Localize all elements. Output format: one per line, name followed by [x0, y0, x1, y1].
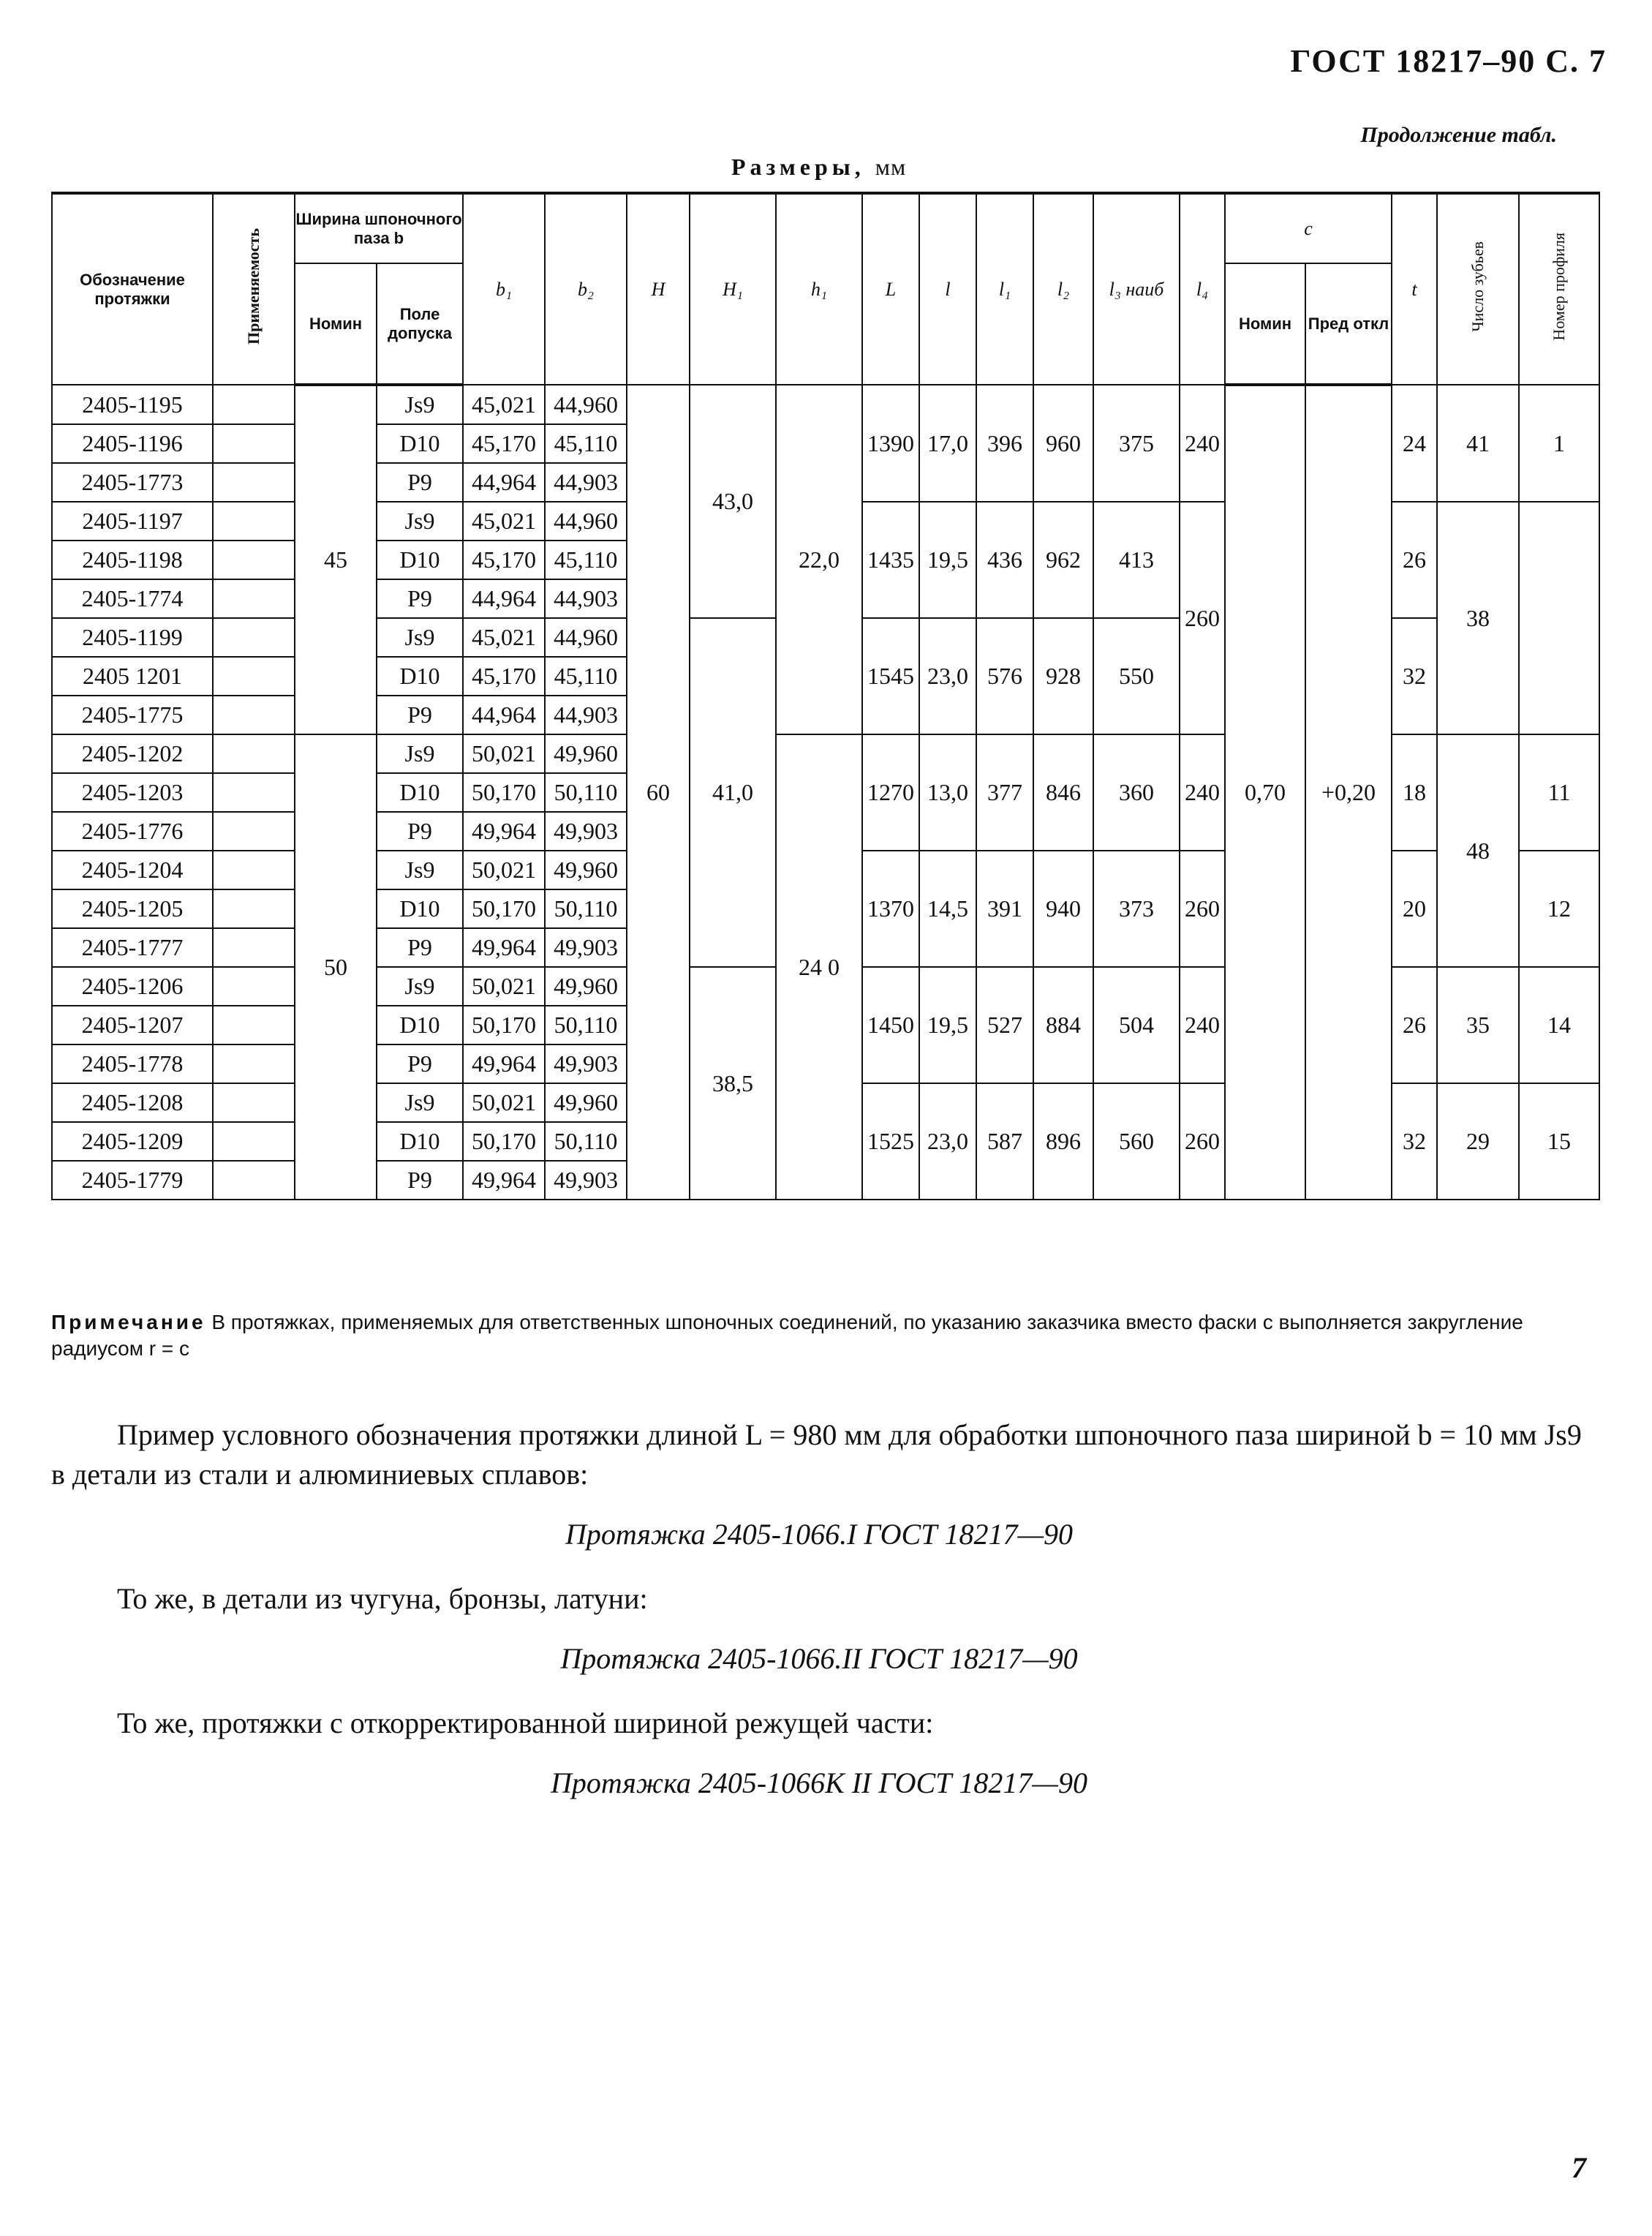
cell-l4: 240 — [1180, 385, 1225, 502]
cell-tolerance: D10 — [377, 541, 463, 579]
cell-b2: 45,110 — [545, 424, 627, 463]
cell-b2: 44,960 — [545, 385, 627, 424]
example-intro-paragraph: Пример условного обозначения протяжки длиной L = 980 мм для обработки шпоночного паза шириной b = 10 мм Js9 в детали из стали и алюминиевых сплавов: — [51, 1418, 1582, 1491]
note-text: В протяжках, применяемых для ответственных шпоночных соединений, по указанию заказчика вместо фаски c выполняется закругление радиусом r = c — [51, 1311, 1523, 1360]
cell-b1: 45,021 — [463, 502, 545, 541]
cell-applicability — [213, 424, 295, 463]
header-b1: b₁ — [463, 193, 545, 385]
cell-code: 2405-1205 — [52, 889, 213, 928]
cell-teeth: 38 — [1437, 502, 1519, 734]
cell-l2: 884 — [1033, 967, 1093, 1083]
cell-b2: 44,960 — [545, 502, 627, 541]
page-number: 7 — [1572, 2151, 1586, 2184]
cell-b2: 49,903 — [545, 812, 627, 851]
cell-code: 2405-1197 — [52, 502, 213, 541]
cell-b1: 45,170 — [463, 541, 545, 579]
cell-tolerance: P9 — [377, 928, 463, 967]
document-header-gost: ГОСТ 18217–90 С. 7 — [1290, 43, 1607, 79]
cell-code: 2405-1204 — [52, 851, 213, 889]
cell-applicability — [213, 889, 295, 928]
cell-tolerance: D10 — [377, 424, 463, 463]
cell-l2: 928 — [1033, 618, 1093, 734]
cell-applicability — [213, 541, 295, 579]
cell-b2: 49,960 — [545, 851, 627, 889]
cell-b1: 44,964 — [463, 463, 545, 502]
cell-applicability — [213, 579, 295, 618]
header-b2: b₂ — [545, 193, 627, 385]
cell-tolerance: P9 — [377, 1044, 463, 1083]
dimensions-caption — [731, 154, 906, 181]
cell-l3: 375 — [1093, 385, 1180, 502]
cell-l4: 240 — [1180, 967, 1225, 1083]
header-key-width: Ширина шпоночного паза b — [295, 193, 463, 263]
cell-l3: 550 — [1093, 618, 1180, 734]
cell-l1: 576 — [976, 618, 1033, 734]
cell-profile: 12 — [1519, 851, 1599, 967]
header-profile-number: Номер профиля — [1519, 193, 1599, 385]
cell-h1-a: 22,0 — [776, 385, 862, 734]
cell-applicability — [213, 618, 295, 657]
cell-l4: 240 — [1180, 734, 1225, 851]
cell-t: 24 — [1392, 385, 1437, 502]
cell-applicability — [213, 967, 295, 1006]
cell-b2: 44,903 — [545, 579, 627, 618]
cell-l1: 377 — [976, 734, 1033, 851]
cell-t: 18 — [1392, 734, 1437, 851]
cell-b2: 44,903 — [545, 696, 627, 734]
cell-l1: 436 — [976, 502, 1033, 618]
cell-code: 2405-1773 — [52, 463, 213, 502]
cell-l: 19,5 — [919, 502, 976, 618]
cell-b1: 50,021 — [463, 1083, 545, 1122]
cell-b1: 49,964 — [463, 1161, 545, 1200]
cell-code: 2405-1203 — [52, 773, 213, 812]
header-c-nominal: Номин — [1225, 263, 1305, 385]
cell-b1: 45,170 — [463, 657, 545, 696]
cell-t: 26 — [1392, 967, 1437, 1083]
cell-H1-c: 38,5 — [690, 967, 776, 1200]
header-teeth-count: Число зубьев — [1437, 193, 1519, 385]
cell-l3: 560 — [1093, 1083, 1180, 1200]
cell-profile — [1519, 502, 1599, 734]
table-row — [52, 385, 1599, 424]
header-c: c — [1225, 193, 1392, 263]
cell-b1: 45,021 — [463, 385, 545, 424]
cell-code: 2405-1774 — [52, 579, 213, 618]
header-designation: Обозначение протяжки — [52, 193, 213, 385]
note-label: Примечание — [51, 1311, 206, 1333]
cell-l3: 413 — [1093, 502, 1180, 618]
cell-l: 13,0 — [919, 734, 976, 851]
cell-l: 23,0 — [919, 1083, 976, 1200]
example-designation-1: Протяжка 2405-1066.I ГОСТ 18217—90 — [565, 1518, 1074, 1551]
cell-tolerance: D10 — [377, 889, 463, 928]
cell-l2: 960 — [1033, 385, 1093, 502]
cell-profile: 1 — [1519, 385, 1599, 502]
cell-b1: 50,170 — [463, 773, 545, 812]
cell-b1: 50,021 — [463, 734, 545, 773]
cell-tolerance: P9 — [377, 1161, 463, 1200]
table-note — [51, 1309, 1587, 1363]
cell-applicability — [213, 851, 295, 889]
cell-code: 2405-1778 — [52, 1044, 213, 1083]
cell-applicability — [213, 1006, 295, 1044]
header-key-width-nominal: Номин — [295, 263, 377, 385]
cell-tolerance: D10 — [377, 657, 463, 696]
cell-b1: 50,170 — [463, 1122, 545, 1161]
cell-H1-a: 43,0 — [690, 385, 776, 618]
header-H: H — [627, 193, 690, 385]
cell-l2: 940 — [1033, 851, 1093, 967]
cell-teeth: 48 — [1437, 734, 1519, 967]
cell-H1-b: 41,0 — [690, 618, 776, 967]
cell-tolerance: D10 — [377, 1006, 463, 1044]
cell-tolerance: Js9 — [377, 618, 463, 657]
broach-dimensions-table-wrap — [51, 192, 1600, 1200]
cell-code: 2405 1201 — [52, 657, 213, 696]
cell-b2: 49,903 — [545, 1161, 627, 1200]
cell-b2: 49,960 — [545, 734, 627, 773]
header-L: L — [862, 193, 919, 385]
header-t: t — [1392, 193, 1437, 385]
cell-profile: 11 — [1519, 734, 1599, 851]
cell-code: 2405-1775 — [52, 696, 213, 734]
cell-applicability — [213, 928, 295, 967]
cell-applicability — [213, 385, 295, 424]
header-applicability: Применяемость — [213, 193, 295, 385]
cell-applicability — [213, 734, 295, 773]
cell-l3: 373 — [1093, 851, 1180, 967]
cell-code: 2405-1776 — [52, 812, 213, 851]
cell-t: 20 — [1392, 851, 1437, 967]
cell-applicability — [213, 696, 295, 734]
cell-b2: 50,110 — [545, 1006, 627, 1044]
designation-examples — [51, 1415, 1587, 1828]
cell-code: 2405-1199 — [52, 618, 213, 657]
cell-tolerance: Js9 — [377, 967, 463, 1006]
cell-tolerance: P9 — [377, 696, 463, 734]
cell-H: 60 — [627, 385, 690, 1200]
cell-b1: 45,021 — [463, 618, 545, 657]
header-l: l — [919, 193, 976, 385]
header-c-deviation: Пред откл — [1305, 263, 1392, 385]
cell-b1: 50,021 — [463, 967, 545, 1006]
cell-b2: 49,903 — [545, 928, 627, 967]
cell-b2: 49,960 — [545, 1083, 627, 1122]
cell-b1: 49,964 — [463, 928, 545, 967]
cell-code: 2405-1777 — [52, 928, 213, 967]
cell-applicability — [213, 1044, 295, 1083]
cell-l4: 260 — [1180, 851, 1225, 967]
cell-l: 14,5 — [919, 851, 976, 967]
cell-profile: 15 — [1519, 1083, 1599, 1200]
cell-tolerance: Js9 — [377, 1083, 463, 1122]
cell-l1: 587 — [976, 1083, 1033, 1200]
header-tolerance-field: Поле допуска — [377, 263, 463, 385]
cell-l2: 962 — [1033, 502, 1093, 618]
cell-t: 26 — [1392, 502, 1437, 618]
cell-code: 2405-1209 — [52, 1122, 213, 1161]
cell-code: 2405-1196 — [52, 424, 213, 463]
cell-applicability — [213, 657, 295, 696]
cell-L: 1270 — [862, 734, 919, 851]
cell-c-deviation: +0,20 — [1305, 385, 1392, 1200]
cell-code: 2405-1195 — [52, 385, 213, 424]
cell-L: 1370 — [862, 851, 919, 967]
cell-l2: 846 — [1033, 734, 1093, 851]
cell-b1: 44,964 — [463, 579, 545, 618]
cell-code: 2405-1202 — [52, 734, 213, 773]
table-body — [52, 385, 1599, 1200]
dimensions-label: Размеры, — [731, 154, 865, 180]
cell-b2: 50,110 — [545, 889, 627, 928]
cell-L: 1435 — [862, 502, 919, 618]
cell-applicability — [213, 1083, 295, 1122]
cell-b1: 49,964 — [463, 1044, 545, 1083]
header-H1: H₁ — [690, 193, 776, 385]
cell-l: 23,0 — [919, 618, 976, 734]
cell-b2: 45,110 — [545, 541, 627, 579]
cell-b1: 50,170 — [463, 889, 545, 928]
table-continuation-label: Продолжение табл. — [1360, 123, 1557, 147]
cell-code: 2405-1206 — [52, 967, 213, 1006]
cell-l1: 391 — [976, 851, 1033, 967]
cell-profile: 14 — [1519, 967, 1599, 1083]
cell-nominal-50: 50 — [295, 734, 377, 1200]
cell-t: 32 — [1392, 618, 1437, 734]
example-designation-3: Протяжка 2405-1066К II ГОСТ 18217—90 — [551, 1766, 1087, 1799]
example-intro-2: То же, в детали из чугуна, бронзы, латуни: — [117, 1582, 648, 1615]
cell-applicability — [213, 1161, 295, 1200]
cell-L: 1545 — [862, 618, 919, 734]
cell-l2: 896 — [1033, 1083, 1093, 1200]
header-h1: h₁ — [776, 193, 862, 385]
cell-l3: 504 — [1093, 967, 1180, 1083]
cell-L: 1450 — [862, 967, 919, 1083]
cell-applicability — [213, 1122, 295, 1161]
cell-teeth: 41 — [1437, 385, 1519, 502]
cell-tolerance: Js9 — [377, 851, 463, 889]
header-l2: l₂ — [1033, 193, 1093, 385]
cell-l1: 527 — [976, 967, 1033, 1083]
cell-h1-b: 24 0 — [776, 734, 862, 1200]
cell-tolerance: Js9 — [377, 734, 463, 773]
cell-b2: 49,960 — [545, 967, 627, 1006]
cell-b1: 50,170 — [463, 1006, 545, 1044]
cell-b2: 50,110 — [545, 773, 627, 812]
cell-nominal-45: 45 — [295, 385, 377, 734]
cell-tolerance: P9 — [377, 812, 463, 851]
cell-teeth: 35 — [1437, 967, 1519, 1083]
cell-tolerance: D10 — [377, 773, 463, 812]
cell-L: 1390 — [862, 385, 919, 502]
cell-b2: 50,110 — [545, 1122, 627, 1161]
cell-L: 1525 — [862, 1083, 919, 1200]
cell-tolerance: Js9 — [377, 385, 463, 424]
cell-b2: 44,903 — [545, 463, 627, 502]
cell-b1: 49,964 — [463, 812, 545, 851]
cell-tolerance: Js9 — [377, 502, 463, 541]
cell-applicability — [213, 773, 295, 812]
cell-l4: 260 — [1180, 502, 1225, 734]
header-l1: l₁ — [976, 193, 1033, 385]
broach-dimensions-table — [51, 192, 1600, 1200]
cell-b2: 45,110 — [545, 657, 627, 696]
dimensions-unit: мм — [875, 154, 907, 180]
cell-l: 19,5 — [919, 967, 976, 1083]
header-l4: l₄ — [1180, 193, 1225, 385]
cell-tolerance: P9 — [377, 579, 463, 618]
cell-b1: 45,170 — [463, 424, 545, 463]
cell-teeth: 29 — [1437, 1083, 1519, 1200]
cell-applicability — [213, 812, 295, 851]
cell-b2: 44,960 — [545, 618, 627, 657]
cell-c-nominal: 0,70 — [1225, 385, 1305, 1200]
cell-code: 2405-1779 — [52, 1161, 213, 1200]
cell-b1: 44,964 — [463, 696, 545, 734]
cell-tolerance: P9 — [377, 463, 463, 502]
example-intro-3: То же, протяжки с откорректированной шириной режущей части: — [117, 1706, 934, 1739]
example-designation-2: Протяжка 2405-1066.II ГОСТ 18217—90 — [560, 1642, 1078, 1675]
cell-tolerance: D10 — [377, 1122, 463, 1161]
cell-t: 32 — [1392, 1083, 1437, 1200]
cell-l: 17,0 — [919, 385, 976, 502]
cell-b1: 50,021 — [463, 851, 545, 889]
cell-l1: 396 — [976, 385, 1033, 502]
header-l3: l₃ наиб — [1093, 193, 1180, 385]
cell-applicability — [213, 502, 295, 541]
cell-code: 2405-1207 — [52, 1006, 213, 1044]
cell-l3: 360 — [1093, 734, 1180, 851]
cell-b2: 49,903 — [545, 1044, 627, 1083]
cell-code: 2405-1208 — [52, 1083, 213, 1122]
cell-code: 2405-1198 — [52, 541, 213, 579]
cell-l4: 260 — [1180, 1083, 1225, 1200]
cell-applicability — [213, 463, 295, 502]
